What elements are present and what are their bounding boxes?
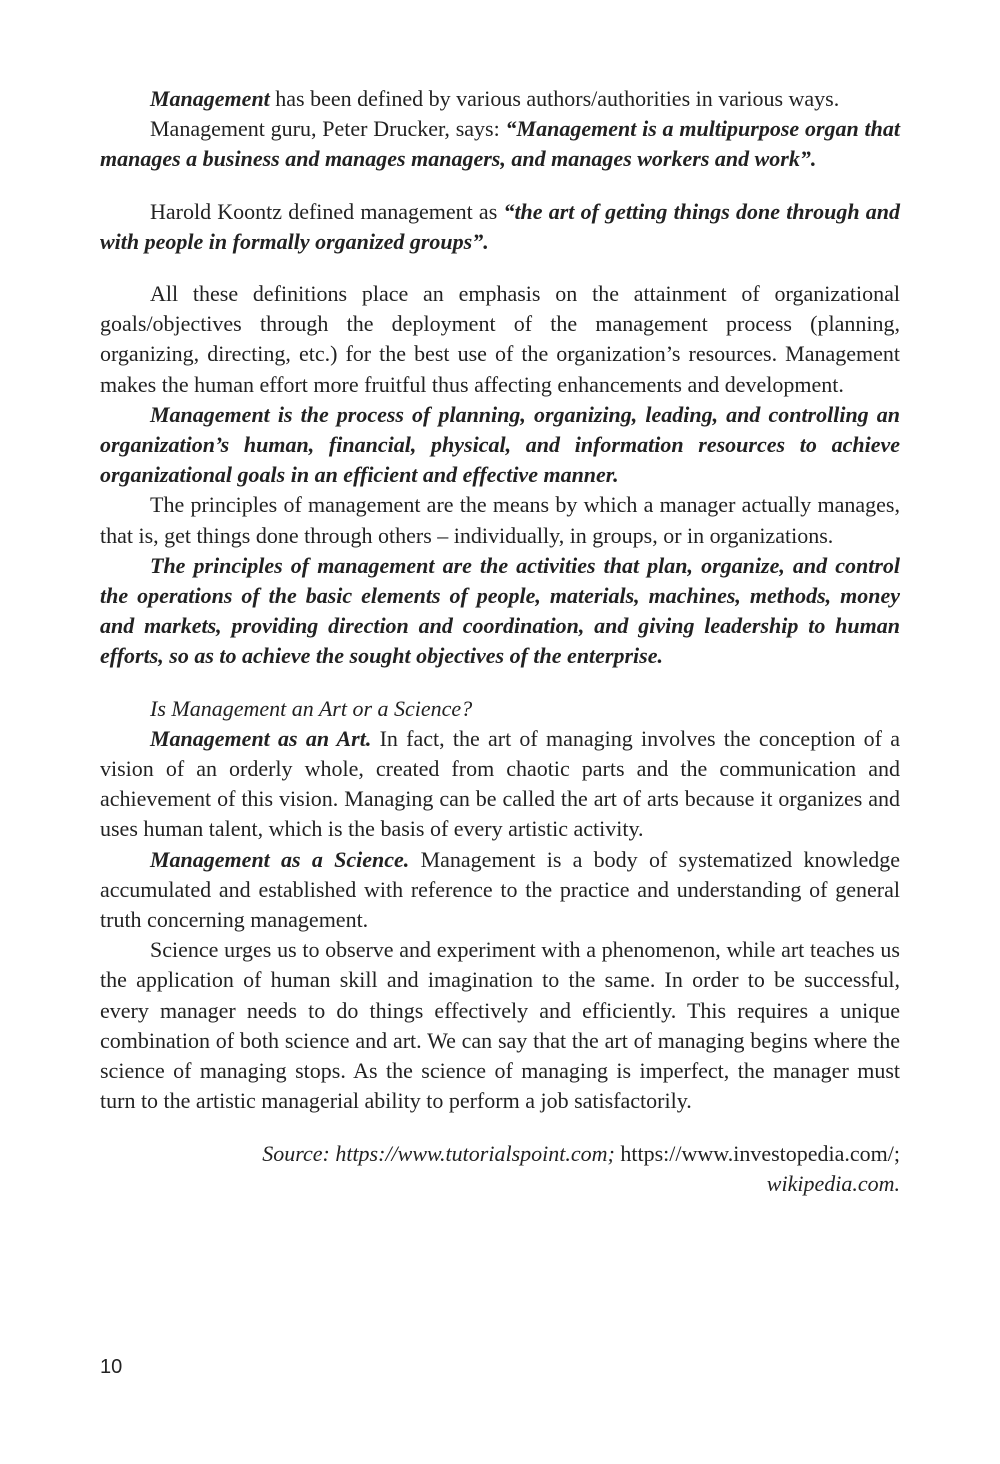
text-run: In fact, the art of managing involves the conception of a vision of an orderly whole, created from chaotic parts and the communication and achievement of this vision. Managing can be called the art of arts because it organizes and uses human talent, which is the basis of every artistic activity.	[100, 725, 900, 842]
page-body	[100, 84, 900, 1199]
emphasized-text: Management	[150, 86, 270, 111]
text-run: has been defined by various authors/authorities in various ways.	[269, 86, 840, 111]
text-run: Harold Koontz defined management as	[150, 198, 504, 224]
source-link: Source: https://www.tutorialspoint.com;	[262, 1140, 615, 1166]
paragraph	[100, 197, 900, 257]
paragraph	[100, 279, 900, 400]
paragraph	[100, 551, 900, 672]
paragraph	[100, 724, 900, 845]
paragraph	[100, 935, 900, 1116]
source-link: https://www.investopedia.com/;	[614, 1140, 900, 1166]
source-link: wikipedia.com.	[766, 1170, 900, 1196]
emphasized-text: Management as a Science.	[150, 846, 410, 872]
paragraph	[100, 114, 900, 174]
emphasized-text: Management as an Art.	[150, 725, 372, 751]
emphasized-text: “the art of getting things done through and with people in formally organized groups”.	[100, 198, 900, 254]
paragraph	[100, 490, 900, 550]
paragraph	[100, 694, 900, 724]
source-citation	[100, 1139, 900, 1199]
paragraph	[100, 84, 900, 114]
text-run: Science urges us to observe and experiment with a phenomenon, while art teaches us the application of human skill and imagination to the same. In order to be successful, every manager needs to do things effectively and efficiently. This requires a unique combination of both science and art. We can say that the art of managing begins where the science of managing stops. As the science of managing is imperfect, the manager must turn to the artistic managerial ability to perform a job satisfactorily.	[100, 937, 900, 1114]
paragraph	[100, 400, 900, 491]
emphasized-text: The principles of management are the activities that plan, organize, and control the operations of the basic elements of people, materials, machines, methods, money and markets, providing direction and coordination, and giving leadership to human efforts, so as to achieve the sought objectives of the enterprise.	[100, 552, 900, 669]
emphasized-text: “Management is a multipurpose organ that manages a business and manages managers, and manages workers and work”.	[100, 116, 900, 172]
text-run: The principles of management are the means by which a manager actually manages, that is, get things done through others – individually, in groups, or in organizations.	[100, 492, 900, 548]
text-run: All these definitions place an emphasis on the attainment of organizational goals/objectives through the deployment of the management process (planning, organizing, directing, etc.) for the best use of the organization’s resources. Management makes the human effort more fruitful thus affecting enhancements and development.	[100, 281, 900, 397]
emphasized-text: Is Management an Art or a Science?	[150, 695, 473, 721]
paragraph	[100, 845, 900, 936]
text-run: Management is a body of systematized knowledge accumulated and established with reference to the practice and understanding of general truth concerning management.	[100, 846, 900, 933]
page-number: 10	[100, 1356, 123, 1378]
emphasized-text: Management is the process of planning, organizing, leading, and controlling an organization’s human, financial, physical, and information resources to achieve organizational goals in an efficient and effective manner.	[100, 401, 900, 488]
text-run: Management guru, Peter Drucker, says:	[150, 116, 506, 142]
